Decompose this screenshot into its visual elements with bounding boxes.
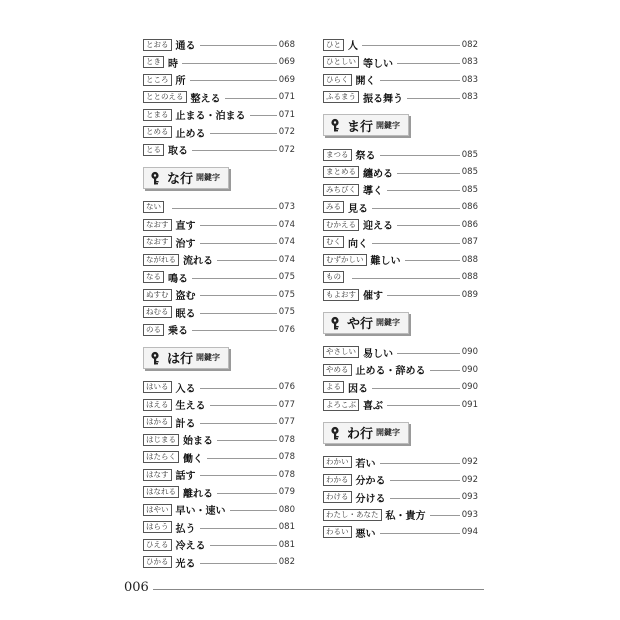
kana-reading: やめる <box>323 364 352 376</box>
kanji-word: 早い・速い <box>175 506 226 518</box>
kana-reading: みる <box>323 201 344 213</box>
dot-leader <box>362 45 460 46</box>
page-ref: 090 <box>461 347 478 358</box>
index-entry <box>323 36 478 54</box>
page-ref: 075 <box>278 289 295 300</box>
kanji-word: 私・貴方 <box>385 511 426 523</box>
index-entry <box>323 234 478 252</box>
section-subtitle: 開鍵字 <box>196 353 221 362</box>
dot-leader <box>387 190 460 191</box>
page-ref: 086 <box>461 202 478 213</box>
page-ref: 092 <box>461 474 478 485</box>
index-entry <box>143 554 295 572</box>
page-ref: 069 <box>278 57 295 68</box>
dot-leader <box>210 133 277 134</box>
kanji-word: 悪い <box>355 528 376 540</box>
index-entry <box>323 379 478 397</box>
kana-reading: はいる <box>143 381 172 393</box>
page-ref: 085 <box>461 167 478 178</box>
index-entry <box>143 216 295 234</box>
section-subtitle: 開鍵字 <box>376 318 401 327</box>
kana-reading: はやい <box>143 504 172 516</box>
section-label <box>323 312 409 334</box>
kana-reading: のる <box>143 324 164 336</box>
page-ref: 069 <box>278 74 295 85</box>
index-entry <box>143 321 295 339</box>
dot-leader <box>172 208 277 209</box>
kana-reading: ひとしい <box>323 56 359 68</box>
index-entry <box>143 431 295 449</box>
kanji-word: 冷える <box>175 541 206 553</box>
kana-reading: ひかる <box>143 556 172 568</box>
index-entry <box>323 344 478 362</box>
dot-leader <box>225 98 277 99</box>
page-ref: 080 <box>278 504 295 515</box>
dot-leader <box>217 260 277 261</box>
index-entry <box>323 361 478 379</box>
page-ref: 074 <box>278 219 295 230</box>
page-ref: 072 <box>278 144 295 155</box>
page-ref: 090 <box>461 364 478 375</box>
index-entry <box>323 506 478 524</box>
dot-leader <box>192 330 277 331</box>
page-ref: 088 <box>461 272 478 283</box>
kana-reading: ながれる <box>143 254 179 266</box>
kanji-word: 止める <box>175 128 206 140</box>
dot-leader <box>397 353 460 354</box>
index-entry <box>323 181 478 199</box>
kanji-word: 因る <box>348 383 368 395</box>
kana-reading: ひえる <box>143 539 172 551</box>
kanji-word: 等しい <box>363 58 393 70</box>
kanji-word: 分ける <box>355 493 386 505</box>
kana-reading: はなす <box>143 469 172 481</box>
kana-reading: むずかしい <box>323 254 367 266</box>
dot-leader <box>372 208 460 209</box>
dot-leader <box>192 278 277 279</box>
page-footer <box>124 580 484 595</box>
page-ref: 073 <box>278 202 295 213</box>
dot-leader <box>372 243 460 244</box>
kanji-word: 払う <box>175 523 196 535</box>
index-entry <box>323 146 478 164</box>
kana-reading: ねむる <box>143 306 172 318</box>
dot-leader <box>397 63 460 64</box>
page-ref: 083 <box>461 92 478 103</box>
dot-leader <box>380 80 460 81</box>
page-ref: 071 <box>278 109 295 120</box>
dot-leader <box>200 423 277 424</box>
dot-leader <box>405 260 460 261</box>
dot-leader <box>407 98 460 99</box>
index-entry <box>323 251 478 269</box>
dot-leader <box>200 313 277 314</box>
page-ref: 083 <box>461 74 478 85</box>
dot-leader <box>200 225 277 226</box>
page-ref: 088 <box>461 254 478 265</box>
index-entry <box>323 396 478 414</box>
kanji-word: 生える <box>175 401 206 413</box>
dot-leader <box>380 533 460 534</box>
kanji-word: 開く <box>355 76 376 88</box>
page-ref: 089 <box>461 289 478 300</box>
dot-leader <box>200 388 277 389</box>
kana-reading: むく <box>323 236 344 248</box>
kanji-word: 見る <box>348 203 368 215</box>
kana-reading: わるい <box>323 526 352 538</box>
page-ref: 085 <box>461 184 478 195</box>
kana-reading: わかい <box>323 456 352 468</box>
kana-reading: ひと <box>323 39 344 51</box>
kana-reading: はたらく <box>143 451 179 463</box>
index-entry <box>143 124 295 142</box>
kana-reading: とき <box>143 56 164 68</box>
kana-reading: ない <box>143 201 164 213</box>
page-ref: 078 <box>278 434 295 445</box>
dot-leader <box>380 155 460 156</box>
kanji-word: 離れる <box>183 488 213 500</box>
key-icon <box>330 316 344 330</box>
dot-leader <box>200 528 277 529</box>
section-title: わ行 <box>347 427 374 442</box>
left-index-column <box>143 36 295 571</box>
kana-reading: みちびく <box>323 184 359 196</box>
dot-leader <box>397 173 460 174</box>
page-ref: 083 <box>461 57 478 68</box>
page-ref: 090 <box>461 382 478 393</box>
dot-leader <box>182 63 277 64</box>
index-entry <box>143 304 295 322</box>
dot-leader <box>200 243 277 244</box>
kanji-word: 分かる <box>355 476 386 488</box>
page-ref: 074 <box>278 254 295 265</box>
kana-reading: なおす <box>143 219 172 231</box>
kanji-word: 整える <box>190 93 221 105</box>
page-ref: 068 <box>278 39 295 50</box>
kanji-word: 振る舞う <box>363 93 403 105</box>
kana-reading: よろこぶ <box>323 399 359 411</box>
section-label <box>323 422 409 444</box>
page-ref: 093 <box>461 492 478 503</box>
dot-leader <box>380 463 460 464</box>
kanji-word: 人 <box>348 41 358 53</box>
kanji-word: 時 <box>168 58 178 70</box>
section-title: や行 <box>347 317 374 332</box>
kana-reading: もの <box>323 271 344 283</box>
dot-leader <box>372 388 460 389</box>
index-entry <box>323 489 478 507</box>
kana-reading: ぬすむ <box>143 289 172 301</box>
kanji-word: 所 <box>175 76 186 88</box>
dot-leader <box>390 480 460 481</box>
kana-reading: わける <box>323 491 352 503</box>
footer-rule <box>153 589 484 590</box>
page-ref: 077 <box>278 417 295 428</box>
page-ref: 074 <box>278 237 295 248</box>
kanji-word: 通る <box>175 41 196 53</box>
index-entry <box>323 216 478 234</box>
index-entry <box>143 466 295 484</box>
dot-leader <box>200 475 277 476</box>
kana-reading: もよおす <box>323 289 359 301</box>
kana-reading: むかえる <box>323 219 359 231</box>
section-subtitle: 開鍵字 <box>196 173 221 182</box>
page-ref: 085 <box>461 149 478 160</box>
index-entry <box>323 199 478 217</box>
page-ref: 071 <box>278 92 295 103</box>
kana-reading: とまる <box>143 109 172 121</box>
dot-leader <box>430 515 460 516</box>
dot-leader <box>430 370 460 371</box>
section-label <box>323 114 409 136</box>
kanji-word: 話す <box>175 471 196 483</box>
kanji-word: 治す <box>175 238 196 250</box>
dot-leader <box>207 458 277 459</box>
kanji-word: 導く <box>363 186 383 198</box>
kanji-word: 眠る <box>175 308 196 320</box>
kana-reading: わたし・あなた <box>323 509 382 521</box>
index-entry <box>323 471 478 489</box>
kanji-word: 取る <box>168 146 188 158</box>
page-ref: 072 <box>278 127 295 138</box>
index-entry <box>323 454 478 472</box>
kana-reading: とめる <box>143 126 172 138</box>
index-entry <box>323 71 478 89</box>
kana-reading: とおる <box>143 39 172 51</box>
kanji-word: 乗る <box>168 326 188 338</box>
key-icon <box>330 118 344 132</box>
index-entry <box>143 269 295 287</box>
dot-leader <box>200 45 277 46</box>
index-entry <box>143 286 295 304</box>
kana-reading: はかる <box>143 416 172 428</box>
section-title: な行 <box>167 172 194 187</box>
page-ref: 093 <box>461 509 478 520</box>
index-entry <box>143 251 295 269</box>
index-entry <box>143 54 295 72</box>
dot-leader <box>217 493 277 494</box>
page-ref: 078 <box>278 469 295 480</box>
index-entry <box>323 89 478 107</box>
dot-leader <box>192 150 277 151</box>
key-icon <box>150 171 164 185</box>
kana-reading: わかる <box>323 474 352 486</box>
index-entry <box>143 536 295 554</box>
kanji-word: 纏める <box>363 168 393 180</box>
dot-leader <box>210 545 277 546</box>
index-entry <box>323 524 478 542</box>
dot-leader <box>200 295 277 296</box>
page-ref: 082 <box>461 39 478 50</box>
page-ref: 094 <box>461 527 478 538</box>
key-icon <box>330 426 344 440</box>
key-icon <box>150 351 164 365</box>
index-entry <box>323 286 478 304</box>
kanji-word: 喜ぶ <box>363 401 383 413</box>
kana-reading: ひらく <box>323 74 352 86</box>
index-entry <box>323 269 478 287</box>
kana-reading: やさしい <box>323 346 359 358</box>
kana-reading: よる <box>323 381 344 393</box>
dot-leader <box>390 498 460 499</box>
section-header <box>143 163 295 193</box>
kana-reading: はえる <box>143 399 172 411</box>
dot-leader <box>217 440 277 441</box>
kana-reading: ふるまう <box>323 91 359 103</box>
kanji-word: 難しい <box>370 256 401 268</box>
index-entry <box>143 89 295 107</box>
kanji-word: 計る <box>175 418 196 430</box>
kana-reading: ところ <box>143 74 172 86</box>
page-ref: 081 <box>278 539 295 550</box>
page-ref: 091 <box>461 399 478 410</box>
index-entry <box>143 71 295 89</box>
section-header <box>323 418 478 448</box>
kanji-word: 止まる・泊まる <box>175 111 246 123</box>
page-ref: 076 <box>278 382 295 393</box>
section-header <box>323 308 478 338</box>
section-subtitle: 開鍵字 <box>376 120 401 130</box>
dot-leader <box>387 295 460 296</box>
page-ref: 075 <box>278 272 295 283</box>
kanji-word: 働く <box>183 453 203 465</box>
section-label <box>143 167 229 189</box>
page-ref: 075 <box>278 307 295 318</box>
dot-leader <box>200 563 277 564</box>
index-entry <box>143 501 295 519</box>
kanji-word: 向く <box>348 238 368 250</box>
kanji-word: 催す <box>363 291 383 303</box>
index-entry <box>323 164 478 182</box>
kanji-word: 迎える <box>363 221 393 233</box>
kanji-word: 直す <box>175 221 196 233</box>
kanji-word: 入る <box>175 383 196 395</box>
kana-reading: とる <box>143 144 164 156</box>
kanji-word: 若い <box>355 458 376 470</box>
page-number: 006 <box>124 580 149 595</box>
kana-reading: なる <box>143 271 164 283</box>
dot-leader <box>352 278 460 279</box>
section-header <box>143 343 295 373</box>
kana-reading: はらう <box>143 521 172 533</box>
index-entry <box>143 396 295 414</box>
dot-leader <box>210 405 277 406</box>
page-ref: 077 <box>278 399 295 410</box>
dot-leader <box>230 510 277 511</box>
kana-reading: はなれる <box>143 486 179 498</box>
kanji-word: 祭る <box>355 151 376 163</box>
section-title: は行 <box>167 352 194 367</box>
index-entry <box>323 54 478 72</box>
kanji-word: 易しい <box>363 348 393 360</box>
page-ref: 092 <box>461 457 478 468</box>
index-entry <box>143 199 295 217</box>
kana-reading: なおす <box>143 236 172 248</box>
index-entry <box>143 484 295 502</box>
kanji-word: 止める・辞める <box>355 366 426 378</box>
page-ref: 078 <box>278 452 295 463</box>
kana-reading: まとめる <box>323 166 359 178</box>
index-entry <box>143 449 295 467</box>
kanji-word: 鳴る <box>168 273 188 285</box>
kana-reading: はじまる <box>143 434 179 446</box>
index-entry <box>143 414 295 432</box>
index-entry <box>143 36 295 54</box>
index-entry <box>143 379 295 397</box>
page-ref: 079 <box>278 487 295 498</box>
page-ref: 082 <box>278 557 295 568</box>
kanji-word: 盗む <box>175 291 196 303</box>
index-entry <box>143 519 295 537</box>
index-entry <box>143 234 295 252</box>
dot-leader <box>250 115 277 116</box>
kanji-word: 流れる <box>183 256 213 268</box>
section-label <box>143 347 229 369</box>
page-ref: 086 <box>461 219 478 230</box>
kana-reading: まつる <box>323 149 352 161</box>
page-ref: 076 <box>278 324 295 335</box>
dot-leader <box>397 225 460 226</box>
index-entry <box>143 106 295 124</box>
dot-leader <box>387 405 460 406</box>
dot-leader <box>190 80 277 81</box>
section-title: ま行 <box>347 119 374 135</box>
section-header <box>323 110 478 140</box>
kanji-word: 始まる <box>183 436 213 448</box>
page-ref: 087 <box>461 237 478 248</box>
kanji-word: 光る <box>175 558 196 570</box>
kana-reading: ととのえる <box>143 91 187 103</box>
right-index-column <box>323 36 478 541</box>
index-entry <box>143 141 295 159</box>
page-ref: 081 <box>278 522 295 533</box>
section-subtitle: 開鍵字 <box>376 428 401 437</box>
